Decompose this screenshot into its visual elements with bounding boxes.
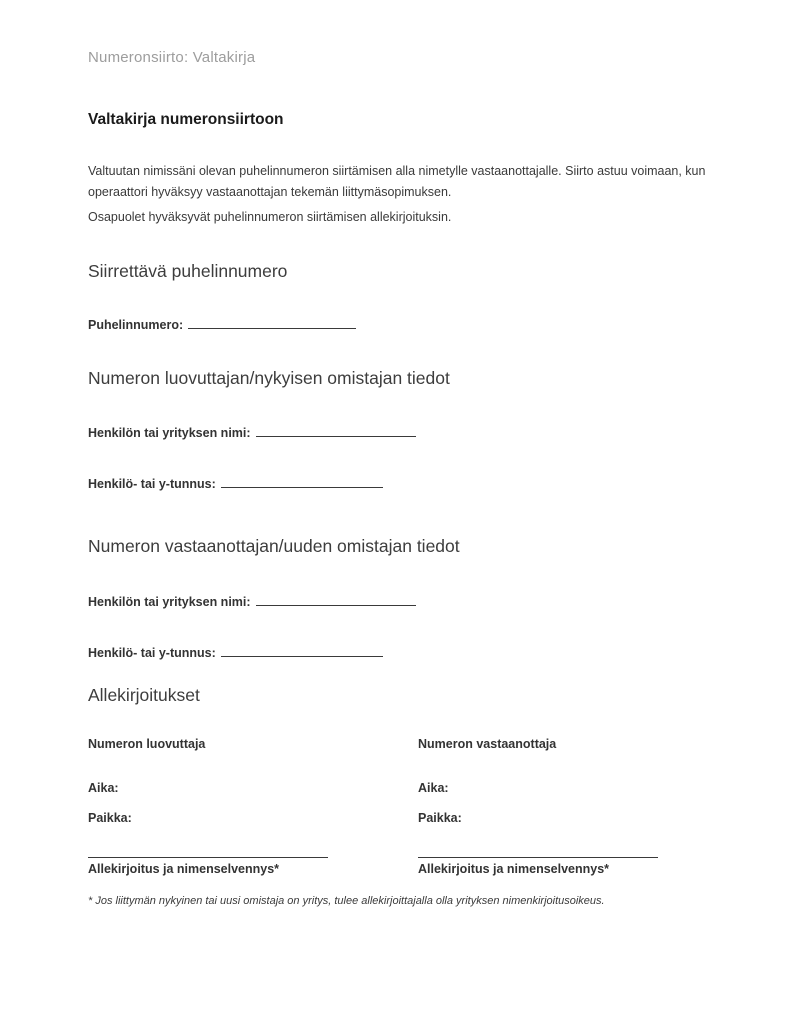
new-owner-name-fill-line: [256, 593, 416, 606]
section-heading-transferable-number: Siirrettävä puhelinnumero: [88, 261, 288, 281]
field-row-current-owner-id: [88, 475, 734, 493]
donor-signature-line: [88, 857, 328, 858]
phone-number-fill-line: [188, 316, 356, 329]
footnote: * Jos liittymän nykyinen tai uusi omistaja on yritys, tulee allekirjoittajalla olla yrityksen nimenkirjoitusoikeus.: [88, 895, 605, 907]
current-owner-id-label: Henkilö- tai y-tunnus:: [88, 477, 216, 491]
recipient-signature-caption: Allekirjoitus ja nimenselvennys*: [418, 862, 610, 876]
intro-paragraph-1: Valtuutan nimissäni olevan puhelinnumeron siirtämisen alla nimetylle vastaanottajalle. Siirto astuu voimaan, kun operaattori hyväksyy vastaanottajan tekemän liittymäsopimuksen.: [88, 164, 706, 199]
new-owner-id-label: Henkilö- tai y-tunnus:: [88, 646, 216, 660]
field-row-current-owner-name: [88, 424, 734, 442]
current-owner-name-fill-line: [256, 424, 416, 437]
signature-column-recipient: [418, 736, 734, 878]
donor-signature-caption: Allekirjoitus ja nimenselvennys*: [88, 862, 280, 876]
recipient-signature-line: [418, 857, 658, 858]
recipient-party-label: Numeron vastaanottaja: [418, 737, 557, 751]
signature-column-donor: [88, 736, 418, 878]
donor-place-label: Paikka:: [88, 811, 132, 825]
phone-number-label: Puhelinnumero:: [88, 318, 184, 332]
field-row-new-owner-id: [88, 644, 734, 662]
donor-party-label: Numeron luovuttaja: [88, 737, 206, 751]
section-heading-new-owner: Numeron vastaanottajan/uuden omistajan tiedot: [88, 536, 460, 556]
document-title: Valtakirja numeronsiirtoon: [88, 111, 284, 128]
donor-date-label: Aika:: [88, 781, 119, 795]
field-row-new-owner-name: [88, 593, 734, 611]
new-owner-id-fill-line: [221, 644, 383, 657]
recipient-place-label: Paikka:: [418, 811, 462, 825]
section-heading-signatures: Allekirjoitukset: [88, 685, 200, 705]
section-heading-current-owner: Numeron luovuttajan/nykyisen omistajan tiedot: [88, 368, 450, 388]
new-owner-name-label: Henkilön tai yrityksen nimi:: [88, 595, 251, 609]
intro-paragraph-2: Osapuolet hyväksyvät puhelinnumeron siirtämisen allekirjoituksin.: [88, 210, 452, 224]
signature-columns: [88, 736, 734, 878]
current-owner-id-fill-line: [221, 475, 383, 488]
recipient-date-label: Aika:: [418, 781, 449, 795]
page-header: Numeronsiirto: Valtakirja: [88, 49, 256, 66]
field-row-phone-number: [88, 316, 734, 334]
current-owner-name-label: Henkilön tai yrityksen nimi:: [88, 426, 251, 440]
